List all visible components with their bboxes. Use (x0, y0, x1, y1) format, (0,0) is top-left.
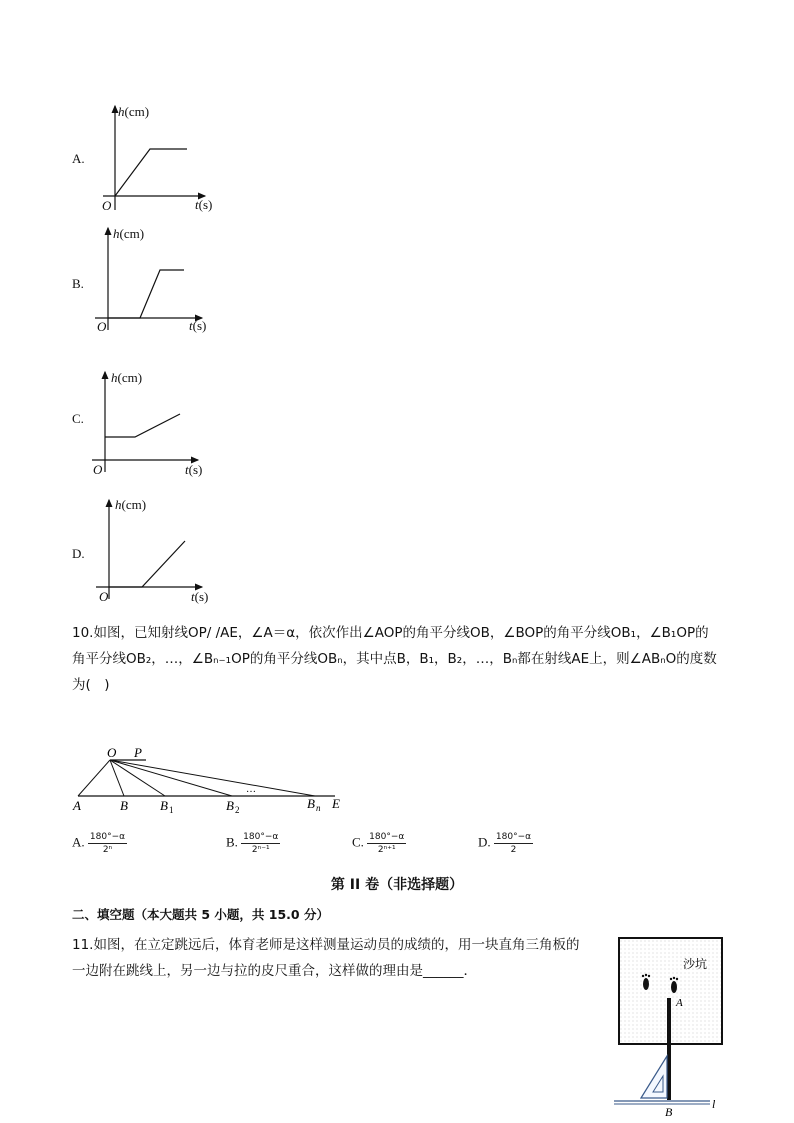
q10-option-d[interactable]: D. $\frac{180^\circ-\alpha}{2}$ (478, 832, 532, 855)
graph-line (115, 149, 187, 196)
graph-d (92, 494, 222, 604)
q11-line1: 11.如图，在立定跳远后，体育老师是这样测量运动员的成绩的，用一块直角三角板的 (72, 937, 580, 953)
label-b2-sub: 2 (235, 805, 240, 815)
origin-c: O (93, 462, 103, 477)
option-c-label: C. (72, 411, 84, 426)
fraction: $\frac{180^\circ-\alpha}{\text{2ⁿ}}$ (89, 832, 126, 855)
q10-figure (70, 742, 360, 818)
label-bn-sub: n (316, 803, 321, 813)
label-b1: B (160, 798, 168, 813)
label-b1-sub: 1 (169, 805, 174, 815)
graph-c (88, 366, 218, 476)
q10-line3: 为( ) (72, 677, 110, 693)
q10-option-c[interactable]: C. $\frac{180^\circ-\alpha}{\text{2ⁿ⁺¹}}$ (352, 832, 405, 855)
label-o: O (107, 745, 117, 760)
q11-figure (608, 932, 736, 1120)
fraction: $\frac{180^\circ-\alpha}{\text{2ⁿ⁺¹}}$ (369, 832, 405, 855)
q11-text (72, 932, 602, 984)
label-b: B (665, 1105, 673, 1119)
label-a: A (676, 997, 683, 1009)
option-a-label: A. (72, 151, 85, 166)
fraction: $\frac{180^\circ-\alpha}{\text{2ⁿ⁻¹}}$ (243, 832, 279, 855)
option-d-label: D. (72, 546, 85, 561)
part2-title: 第 II 卷（非选择题） (330, 877, 464, 893)
origin-d: O (99, 589, 109, 604)
q10-option-b[interactable]: B. $\frac{180^\circ-\alpha}{\text{2ⁿ⁻¹}}$ (226, 832, 279, 855)
q10-option-a[interactable]: A. $\frac{180^\circ-\alpha}{\text{2ⁿ}}$ (72, 832, 126, 855)
option-b-label: B. (72, 276, 84, 291)
section2-title: 二、填空题（本大题共 5 小题，共 15.0 分） (72, 907, 329, 922)
label-p: P (134, 745, 142, 760)
q10-line1: 10.如图，已知射线OP/ /AE，∠A＝α，依次作出∠AOP的角平分线OB，∠BOP的角平分线OB₁，∠B₁OP的 (72, 625, 709, 641)
label-l: l (712, 1097, 716, 1111)
dots: … (246, 784, 256, 795)
origin-a: O (102, 198, 112, 213)
label-bn: B (307, 796, 315, 811)
fraction: $\frac{180^\circ-\alpha}{2}$ (495, 832, 532, 855)
pit-label: 沙坑 (683, 957, 708, 971)
origin-b: O (97, 319, 107, 334)
q11-line2: 一边附在跳线上，另一边与拉的皮尺重合，这样做的理由是______． (72, 963, 477, 979)
q10-text (72, 620, 732, 698)
label-e: E (332, 796, 340, 811)
label-b2: B (226, 798, 234, 813)
q10-line2: 角平分线OB₂，…，∠Bₙ₋₁OP的角平分线OBₙ，其中点B，B₁，B₂，…，Bₙ都在射线AE上，则∠ABₙO的度数 (72, 651, 717, 667)
label-a: A (73, 798, 81, 813)
ylabel-a: (cm) (124, 104, 150, 119)
label-b: B (120, 798, 128, 813)
